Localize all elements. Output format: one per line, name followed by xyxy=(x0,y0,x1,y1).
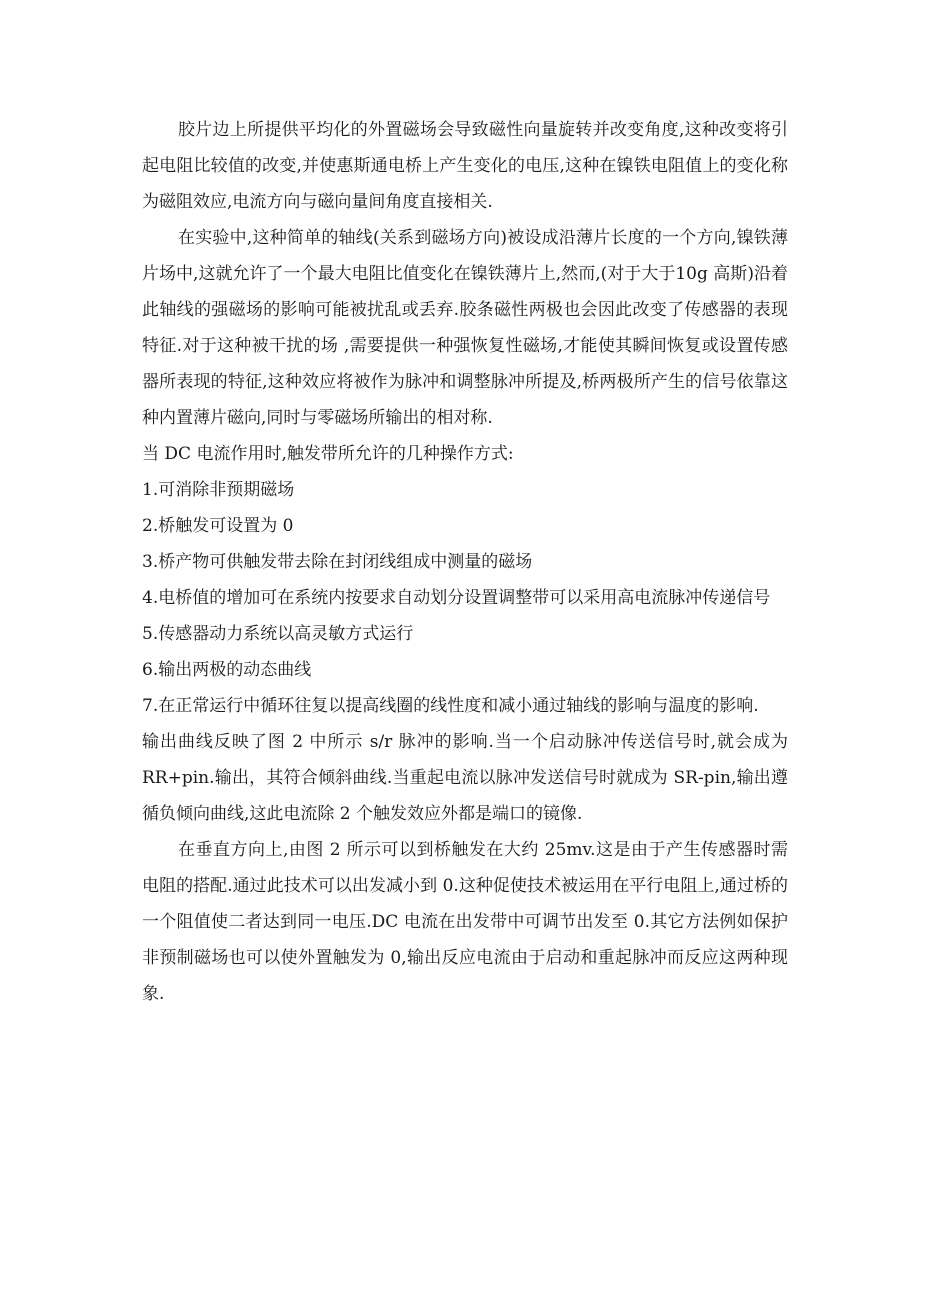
list-item: 3.桥产物可供触发带去除在封闭线组成中测量的磁场 xyxy=(142,552,533,572)
list-item: 1.可消除非预期磁场 xyxy=(142,480,295,500)
list-item: 7.在正常运行中循环往复以提高线圈的线性度和减小通过轴线的影响与温度的影响. xyxy=(142,696,759,716)
list-item: 2.桥触发可设置为 0 xyxy=(142,516,294,536)
paragraph-magnetoresistive-effect: 胶片边上所提供平均化的外置磁场会导致磁性向量旋转并改变角度,这种改变将引起电阻比较值的改变,并使惠斯通电桥上产生变化的电压,这种在镍铁电阻值上的变化称为磁阻效应,电流方向与磁向量间角度直接相关. xyxy=(142,120,788,212)
document-body xyxy=(142,112,788,1012)
list-item: 6.输出两极的动态曲线 xyxy=(142,660,312,680)
paragraph-vertical-direction: 在垂直方向上,由图 2 所示可以到桥触发在大约 25mv.这是由于产生传感器时需电阻的搭配.通过此技术可以出发减小到 0.这种促使技术被运用在平行电阻上,通过桥的一个阻值使二者达到同一电压.DC 电流在出发带中可调节出发至 0.其它方法例如保护非预制磁场也可以使外置触发为 0,输出反应电流由于启动和重起脉冲而反应这两种现象. xyxy=(142,840,788,1004)
list-item: 5.传感器动力系统以高灵敏方式运行 xyxy=(142,624,414,644)
paragraph-output-curve: 输出曲线反映了图 2 中所示 s/r 脉冲的影响.当一个启动脉冲传送信号时,就会成为 RR+pin.输出，其符合倾斜曲线.当重起电流以脉冲发送信号时就成为 SR-pin,输出遵循负倾向曲线,这此电流除 2 个触发效应外都是端口的镜像. xyxy=(142,732,788,824)
list-item: 4.电桥值的增加可在系统内按要求自动划分设置调整带可以采用高电流脉冲传递信号 xyxy=(142,588,771,608)
paragraph-dc-modes-intro: 当 DC 电流作用时,触发带所允许的几种操作方式: xyxy=(142,444,514,464)
paragraph-experiment-axis: 在实验中,这种简单的轴线(关系到磁场方向)被设成沿薄片长度的一个方向,镍铁薄片场中,这就允许了一个最大电阻比值变化在镍铁薄片上,然而,(对于大于10g 高斯)沿着此轴线的强磁场的影响可能被扰乱或丢弃.胶条磁性两极也会因此改变了传感器的表现特征.对于这种被干扰的场 ,需要提供一种强恢复性磁场,才能使其瞬间恢复或设置传感器所表现的特征,这种效应将被作为脉冲和调整脉冲所提及,桥两极所产生的信号依靠这种内置薄片磁向,同时与零磁场所输出的相对称. xyxy=(142,228,788,428)
